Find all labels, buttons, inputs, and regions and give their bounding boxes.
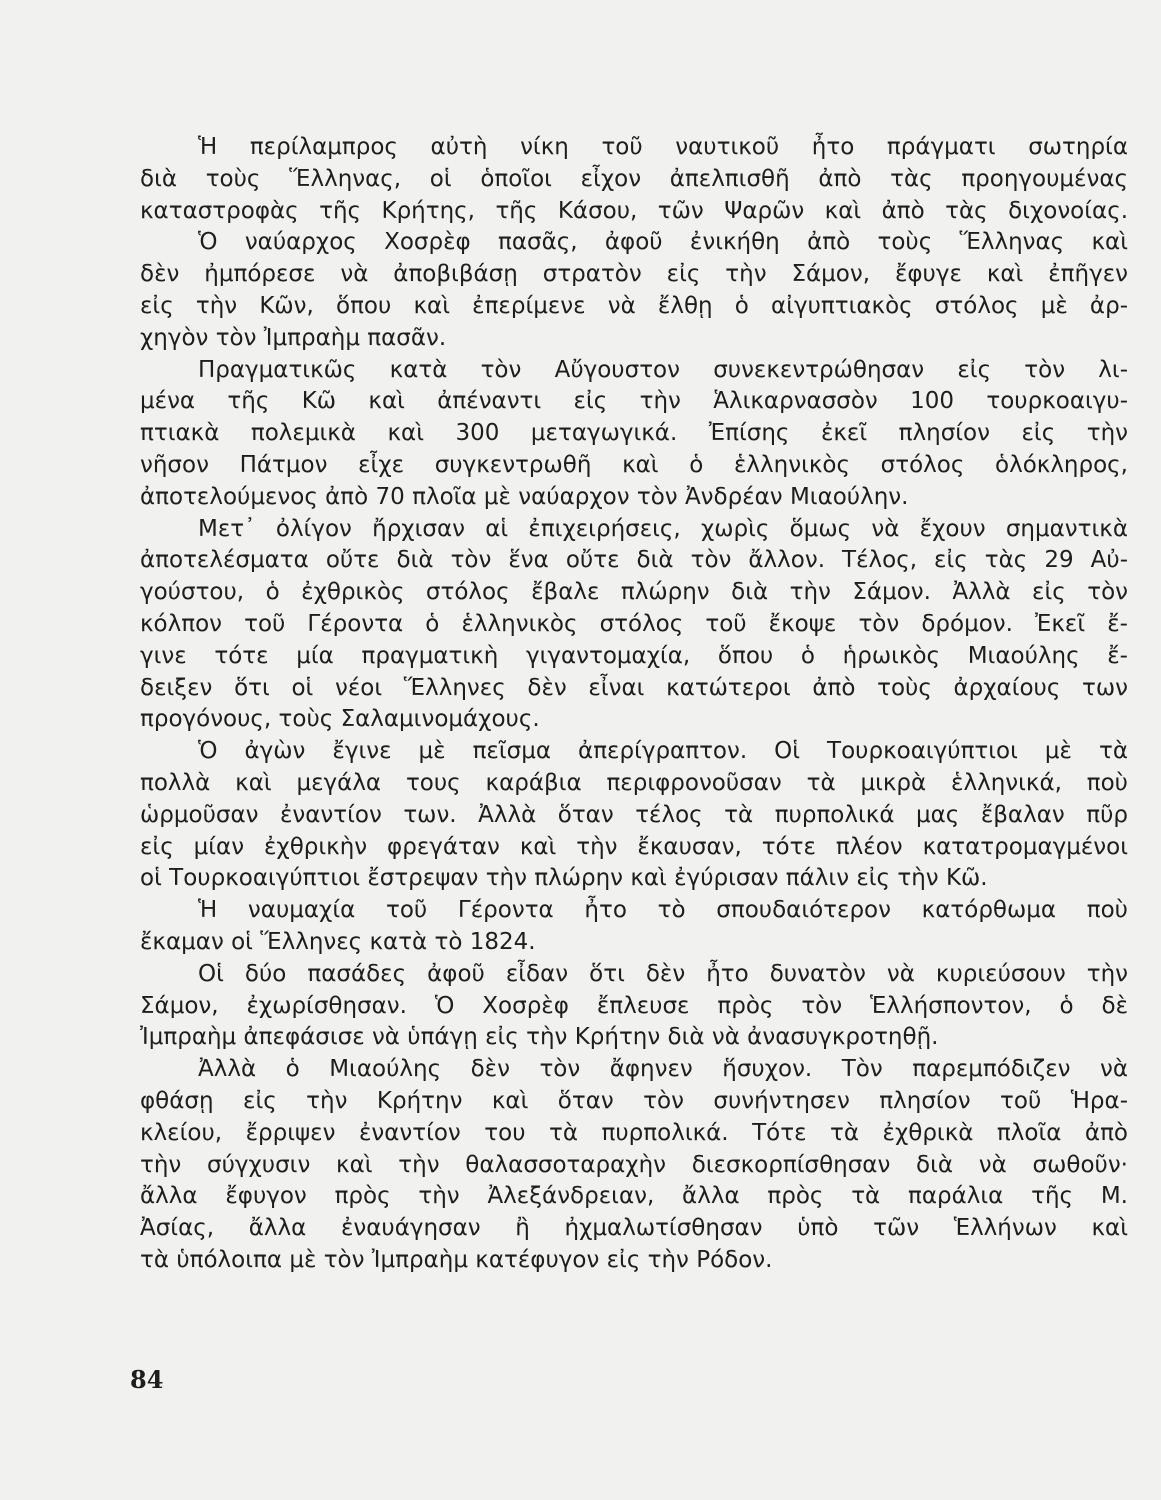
text-line: Οἱ δύο πασάδες ἀφοῦ εἶδαν ὅτι δὲν ἦτο δυνατὸν νὰ κυριεύσουν τὴν <box>198 960 1128 987</box>
text-line: Σάμον, ἐχωρίσθησαν. Ὁ Χοσρὲφ ἔπλευσε πρὸς τὸν Ἑλλήσποντον, ὁ δὲ <box>140 992 1128 1019</box>
text-line: οἱ Τουρκοαιγύπτιοι ἔστρεψαν τὴν πλώρην καὶ ἐγύρισαν πάλιν εἰς τὴν Κῶ. <box>140 865 988 892</box>
text-line: Ὁ ἀγὼν ἔγινε μὲ πεῖσμα ἀπερίγραπτον. Οἱ Τουρκοαιγύπτιοι μὲ τὰ <box>198 738 1128 765</box>
text-line: μένα τῆς Κῶ καὶ ἀπέναντι εἰς τὴν Ἁλικαρνασσὸν 100 τουρκοαιγυ- <box>140 388 1128 415</box>
text-line: κόλπον τοῦ Γέροντα ὁ ἑλληνικὸς στόλος τοῦ ἔκοψε τὸν δρόμον. Ἐκεῖ ἔ- <box>140 610 1128 637</box>
text-line: ἔκαμαν οἱ Ἕλληνες κατὰ τὸ 1824. <box>140 928 536 955</box>
text-line: Πραγματικῶς κατὰ τὸν Αὔγουστον συνεκεντρώθησαν εἰς τὸν λι- <box>198 356 1128 383</box>
text-line: δειξεν ὅτι οἱ νέοι Ἕλληνες δὲν εἶναι κατώτεροι ἀπὸ τοὺς ἀρχαίους των <box>140 674 1128 701</box>
text-line: διὰ τοὺς Ἕλληνας, οἱ ὁποῖοι εἶχον ἀπελπισθῆ ἀπὸ τὰς προηγουμένας <box>140 165 1128 192</box>
text-line: Ἀλλὰ ὁ Μιαούλης δὲν τὸν ἄφηνεν ἥσυχον. Τὸν παρεμπόδιζεν νὰ <box>198 1056 1128 1083</box>
text-line: τὴν σύγχυσιν καὶ τὴν θαλασσοταραχὴν διεσκορπίσθησαν διὰ νὰ σωθοῦν· <box>140 1151 1128 1178</box>
text-line: καταστροφὰς τῆς Κρήτης, τῆς Κάσου, τῶν Ψαρῶν καὶ ἀπὸ τὰς διχονοίας. <box>140 197 1128 224</box>
text-line: Ἡ ναυμαχία τοῦ Γέροντα ἦτο τὸ σπουδαιότερον κατόρθωμα ποὺ <box>198 897 1128 924</box>
text-line: εἰς τὴν Κῶν, ὅπου καὶ ἐπερίμενε νὰ ἔλθῃ ὁ αἰγυπτιακὸς στόλος μὲ ἀρ- <box>140 292 1128 319</box>
text-line: γούστου, ὁ ἐχθρικὸς στόλος ἔβαλε πλώρην διὰ τὴν Σάμον. Ἀλλὰ εἰς τὸν <box>140 579 1128 606</box>
page-number: 84 <box>130 1365 164 1394</box>
text-line: προγόνους, τοὺς Σαλαμινομάχους. <box>140 706 540 733</box>
text-line: πτιακὰ πολεμικὰ καὶ 300 μεταγωγικά. Ἐπίσης ἐκεῖ πλησίον εἰς τὴν <box>140 420 1128 447</box>
text-line: εἰς μίαν ἐχθρικὴν φρεγάταν καὶ τὴν ἔκαυσαν, τότε πλέον κατατρομαγμένοι <box>140 833 1128 860</box>
text-line: Ἰμπραὴμ ἀπεφάσισε νὰ ὑπάγῃ εἰς τὴν Κρήτην διὰ νὰ ἀνασυγκροτηθῇ. <box>140 1024 939 1051</box>
text-line: φθάσῃ εἰς τὴν Κρήτην καὶ ὅταν τὸν συνήντησεν πλησίον τοῦ Ἡρα- <box>140 1087 1128 1114</box>
text-line: γινε τότε μία πραγματικὴ γιγαντομαχία, ὅπου ὁ ἡρωικὸς Μιαούλης ἔ- <box>140 642 1128 669</box>
text-line: ἀποτελέσματα οὔτε διὰ τὸν ἕνα οὔτε διὰ τὸν ἄλλον. Τέλος, εἰς τὰς 29 Αὐ- <box>140 547 1128 574</box>
text-line: Μετ᾽ ὀλίγον ἤρχισαν αἱ ἐπιχειρήσεις, χωρὶς ὅμως νὰ ἔχουν σημαντικὰ <box>198 515 1128 542</box>
text-line: Ἀσίας, ἄλλα ἐναυάγησαν ἢ ἠχμαλωτίσθησαν ὑπὸ τῶν Ἑλλήνων καὶ <box>140 1215 1128 1242</box>
text-line: τὰ ὑπόλοιπα μὲ τὸν Ἰμπραὴμ κατέφυγον εἰς τὴν Ρόδον. <box>140 1246 773 1273</box>
text-line: νῆσον Πάτμον εἶχε συγκεντρωθῆ καὶ ὁ ἑλληνικὸς στόλος ὁλόκληρος, <box>140 451 1128 478</box>
text-line: χηγὸν τὸν Ἰμπραὴμ πασᾶν. <box>140 324 447 351</box>
text-line: ὡρμοῦσαν ἐναντίον των. Ἀλλὰ ὅταν τέλος τὰ πυρπολικά μας ἔβαλαν πῦρ <box>140 801 1128 828</box>
text-line: Ἡ περίλαμπρος αὐτὴ νίκη τοῦ ναυτικοῦ ἦτο πράγματι σωτηρία <box>198 134 1128 160</box>
text-line: Ὁ ναύαρχος Χοσρὲφ πασᾶς, ἀφοῦ ἐνικήθη ἀπὸ τοὺς Ἕλληνας καὶ <box>198 229 1128 256</box>
text-line: δὲν ἠμπόρεσε νὰ ἀποβιβάσῃ στρατὸν εἰς τὴν Σάμον, ἔφυγε καὶ ἐπῆγεν <box>140 261 1128 288</box>
body-text <box>140 132 1128 1277</box>
text-line: πολλὰ καὶ μεγάλα τους καράβια περιφρονοῦσαν τὰ μικρὰ ἑλληνικά, ποὺ <box>140 769 1128 796</box>
text-line: ἄλλα ἔφυγον πρὸς τὴν Ἀλεξάνδρειαν, ἄλλα πρὸς τὰ παράλια τῆς Μ. <box>140 1183 1128 1210</box>
text-line: ἀποτελούμενος ἀπὸ 70 πλοῖα μὲ ναύαρχον τὸν Ἀνδρέαν Μιαούλην. <box>140 483 909 510</box>
text-line: κλείου, ἔρριψεν ἐναντίον του τὰ πυρπολικά. Τότε τὰ ἐχθρικὰ πλοῖα ἀπὸ <box>140 1119 1128 1146</box>
